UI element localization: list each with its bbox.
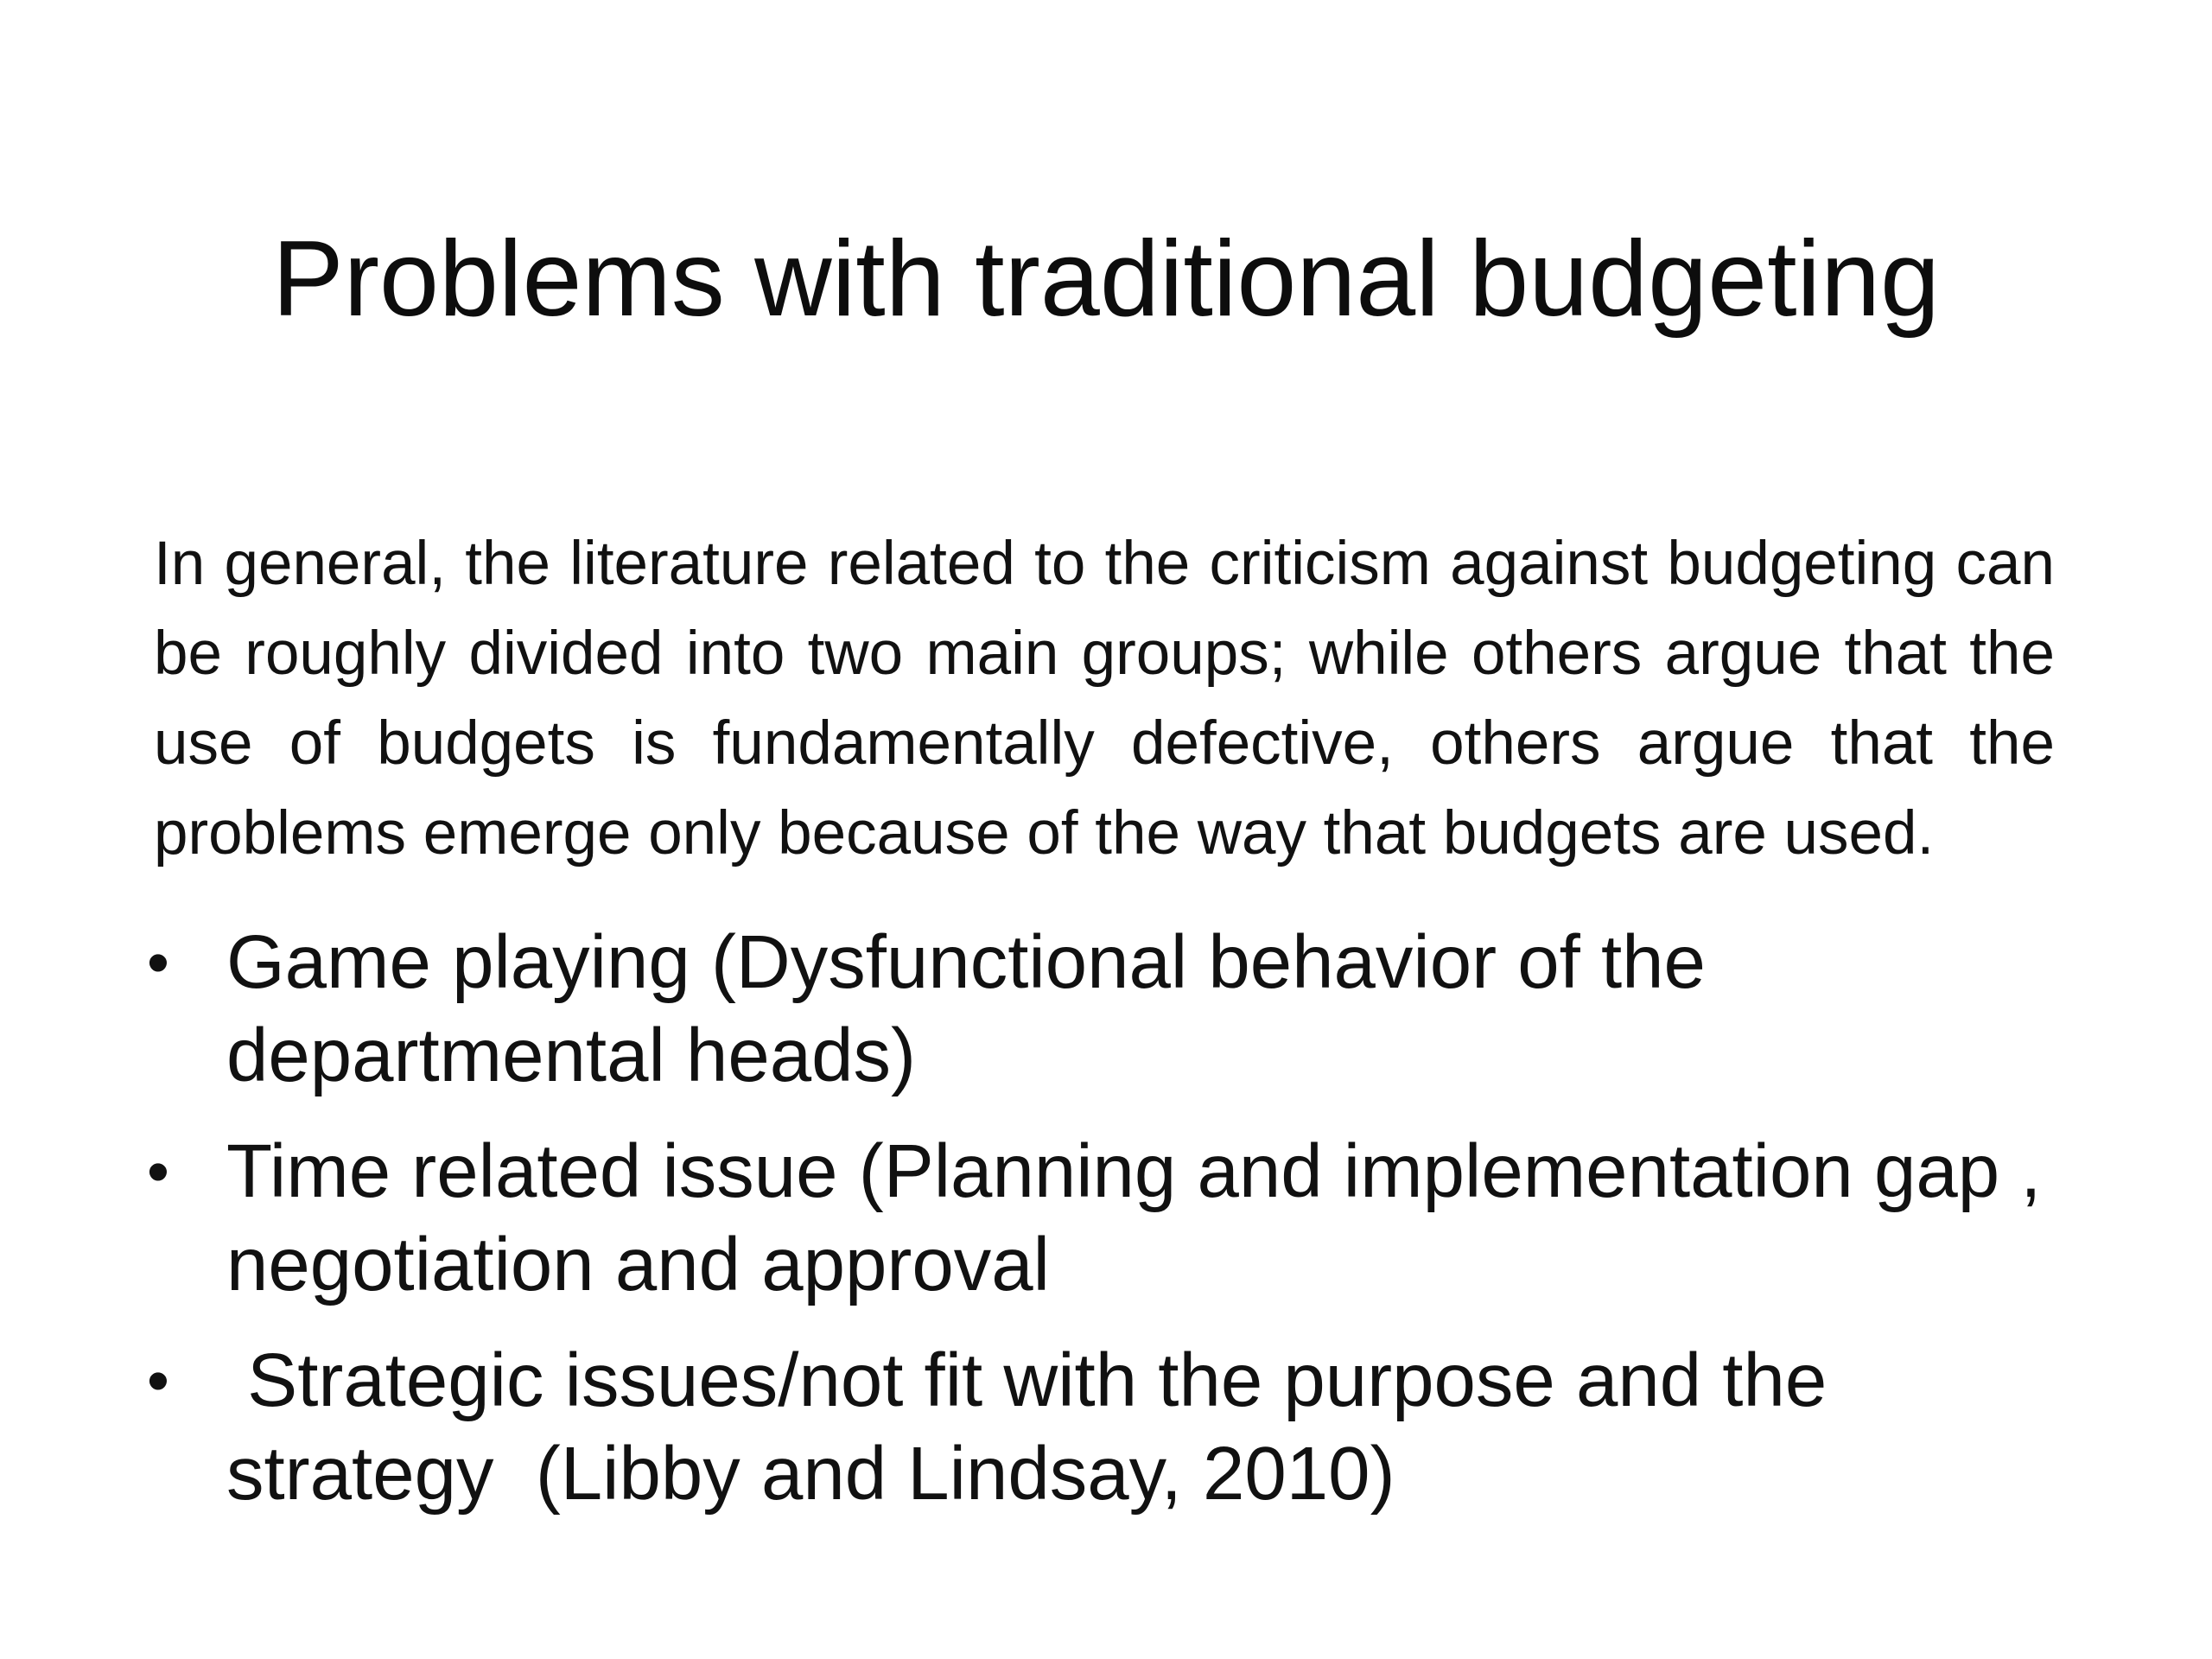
bullet-text: Game playing (Dysfunctional behavior of the departmental heads): [226, 920, 1706, 1097]
bullet-list: [0, 916, 2212, 1521]
bullet-item-strategic: [0, 1334, 2212, 1521]
bullet-item-game-playing: [0, 916, 2212, 1103]
bullet-marker: •: [147, 926, 169, 998]
intro-paragraph: In general, the literature related to the criticism against budgeting can be roughly divided into two main groups; while others argue that the use of budgets is fundamentally defective, others argue that the problems emerge only because of the way that budgets are used.: [154, 530, 2055, 868]
bullet-item-time-related: [0, 1125, 2212, 1312]
bullet-text: Time related issue (Planning and implementation gap , negotiation and approval: [226, 1129, 2042, 1306]
slide-title: Problems with traditional budgeting: [272, 219, 1940, 340]
bullet-text: Strategic issues/not fit with the purpose and the strategy (Libby and Lindsay, 2010): [226, 1338, 1848, 1516]
bullet-marker: •: [147, 1344, 169, 1416]
bullet-marker: •: [147, 1135, 169, 1207]
